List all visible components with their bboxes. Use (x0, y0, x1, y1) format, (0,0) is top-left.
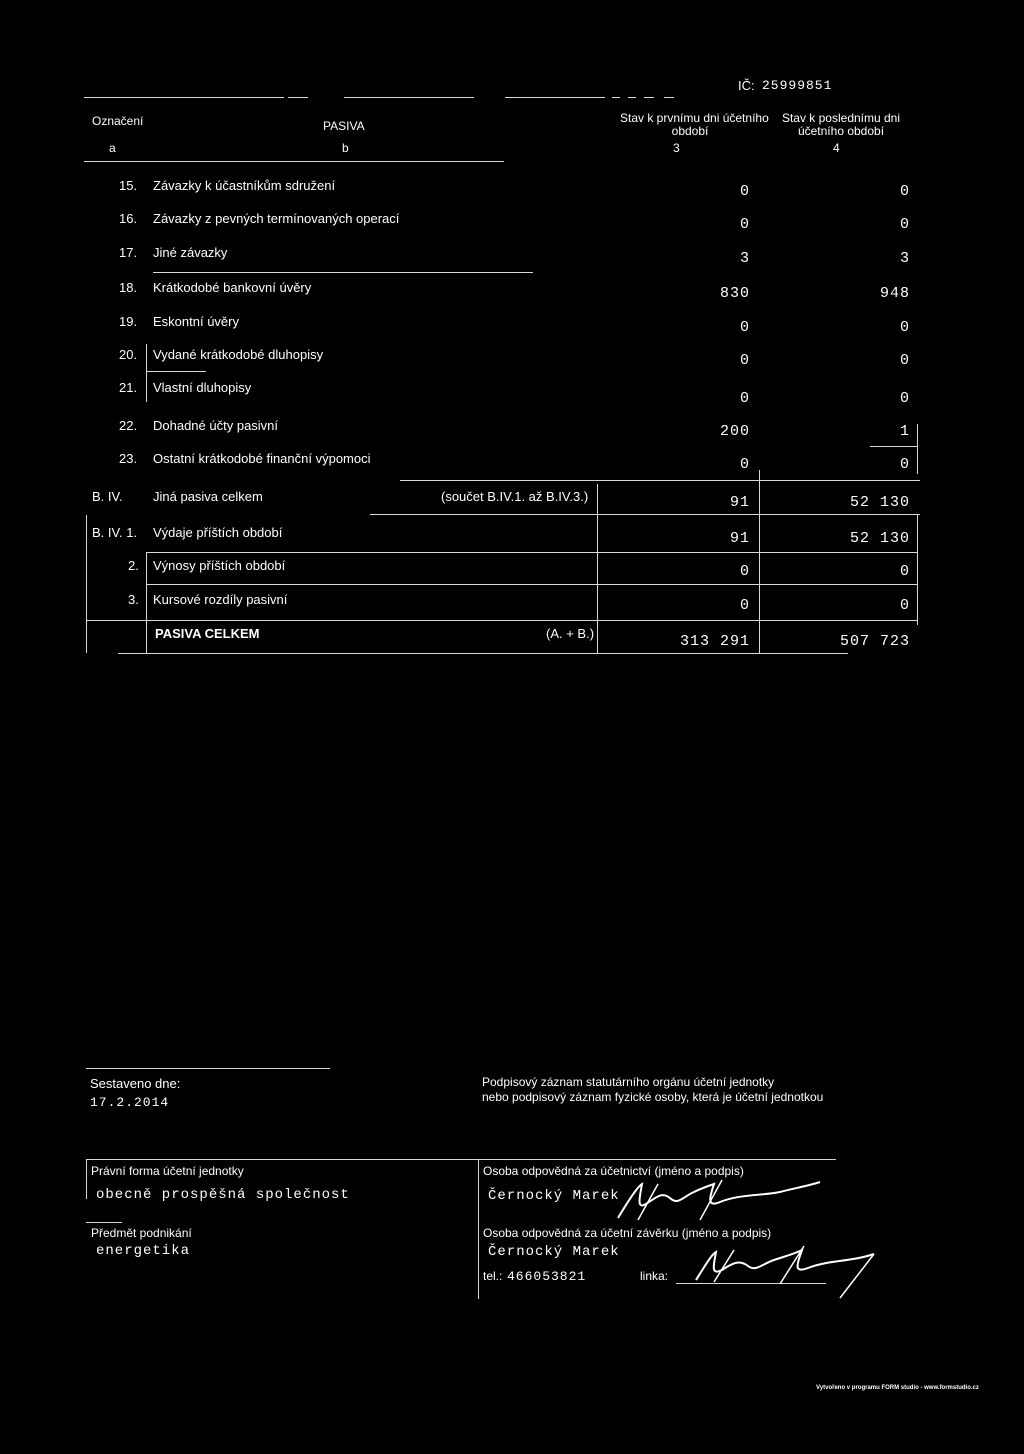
row-code: 23. (119, 451, 138, 466)
row-value-last: 0 (899, 563, 910, 580)
row-code: 3. (128, 592, 139, 607)
col-header-stav-prvni-line1: Stav k prvnímu dni účetního (620, 111, 769, 125)
row-value-first: 830 (719, 285, 750, 302)
linka-label: linka: (640, 1269, 669, 1283)
row-code: 19. (119, 314, 138, 329)
row-value-first: 0 (739, 390, 750, 407)
footer-box-rule (86, 1159, 836, 1160)
signature-ucetnictvi (610, 1178, 830, 1222)
row-code: 17. (119, 245, 138, 260)
row-value-last: 0 (899, 319, 910, 336)
row-rule (870, 446, 918, 447)
row-value-first: 200 (719, 423, 750, 440)
row-value-last-total: 507 723 (839, 633, 910, 650)
podpis-text-line1: Podpisový záznam statutárního orgánu účetní jednotky (482, 1075, 775, 1089)
row-value-last: 3 (899, 250, 910, 267)
row-label: Kursové rozdíly pasivní (153, 592, 288, 607)
row-value-last: 0 (899, 456, 910, 473)
row-label: Závazky z pevných termínovaných operací (153, 211, 400, 226)
top-rule-6 (628, 97, 636, 98)
row-value-last: 52 130 (849, 530, 910, 547)
row-label: Jiné závazky (153, 245, 228, 260)
row-code: 22. (119, 418, 138, 433)
program-credit: Vytvořeno v programu FORM studio - www.formstudio.cz (816, 1385, 979, 1391)
col-header-stav-posledni-line2: účetního období (797, 124, 885, 138)
col-header-pasiva: PASIVA (323, 119, 365, 133)
row-label: Výdaje příštích období (153, 525, 283, 540)
pravni-forma-value: obecně prospěšná společnost (96, 1187, 350, 1203)
pravni-forma-label: Právní forma účetní jednotky (91, 1164, 244, 1178)
row-rule (146, 552, 918, 553)
ucetnictvi-value: Černocký Marek (488, 1188, 620, 1204)
row-label: Vydané krátkodobé dluhopisy (153, 347, 324, 362)
col-sub-a: a (109, 141, 116, 155)
row-note: (součet B.IV.1. až B.IV.3.) (441, 489, 589, 504)
row-code: 2. (128, 558, 139, 573)
row-value-last: 0 (899, 216, 910, 233)
row-rule (153, 272, 533, 273)
row-code: 18. (119, 280, 138, 295)
col-sub-3: 3 (673, 141, 680, 155)
row-divider (917, 424, 918, 474)
podpis-text-line2: nebo podpisový záznam fyzické osoby, která je účetní jednotkou (482, 1090, 824, 1104)
top-rule-1 (84, 97, 284, 98)
tel-label: tel.: (483, 1269, 503, 1283)
row-value-first: 0 (739, 183, 750, 200)
row-value-first: 0 (739, 319, 750, 336)
row-value-last: 52 130 (849, 494, 910, 511)
sestaveno-label: Sestaveno dne: (90, 1076, 181, 1091)
row-value-first: 0 (739, 563, 750, 580)
table-right-border (917, 515, 918, 625)
row-label: Jiná pasiva celkem (153, 489, 263, 504)
ic-value: 25999851 (762, 78, 833, 93)
table-left-border (86, 515, 87, 653)
row-value-last: 0 (899, 597, 910, 614)
row-code: B. IV. (92, 489, 123, 504)
row-value-last: 0 (899, 183, 910, 200)
row-label-total: PASIVA CELKEM (155, 626, 260, 641)
col-sub-4: 4 (833, 141, 840, 155)
zaverka-value: Černocký Marek (488, 1244, 620, 1260)
tel-value: 466053821 (507, 1269, 587, 1284)
row-value-last: 948 (879, 285, 910, 302)
row-value-last: 0 (899, 390, 910, 407)
row-rule (370, 514, 920, 515)
column-divider-1 (597, 484, 598, 654)
row-value-first: 91 (729, 530, 750, 547)
row-value-first-total: 313 291 (679, 633, 750, 650)
row-code: 16. (119, 211, 138, 226)
col-header-oznaceni: Označení (92, 114, 144, 128)
col-header-stav-prvni-line2: období (671, 124, 709, 138)
row-label: Dohadné účty pasivní (153, 418, 279, 433)
row-label: Vlastní dluhopisy (153, 380, 252, 395)
row-value-first: 0 (739, 597, 750, 614)
ic-label: IČ: (738, 78, 755, 93)
col-header-stav-posledni-line1: Stav k poslednímu dni (781, 111, 901, 125)
ucetnictvi-label: Osoba odpovědná za účetnictví (jméno a podpis) (483, 1164, 744, 1178)
row-divider (146, 344, 147, 402)
predmet-label: Předmět podnikání (91, 1226, 192, 1240)
top-rule-3 (344, 97, 474, 98)
row-value-first: 91 (729, 494, 750, 511)
row-rule (400, 480, 920, 481)
row-value-first: 0 (739, 456, 750, 473)
sestaveno-value: 17.2.2014 (90, 1095, 170, 1110)
row-divider (146, 552, 147, 654)
row-label: Krátkodobé bankovní úvěry (153, 280, 312, 295)
top-rule-2 (288, 97, 308, 98)
col-sub-b: b (342, 141, 349, 155)
row-code: B. IV. 1. (92, 525, 138, 540)
row-value-first: 3 (739, 250, 750, 267)
row-note: (A. + B.) (546, 626, 595, 641)
top-rule-4 (505, 97, 605, 98)
row-code: 15. (119, 178, 138, 193)
footer-box-middle (478, 1159, 479, 1299)
row-rule (146, 584, 918, 585)
footer-top-rule (86, 1068, 330, 1069)
row-label: Výnosy příštích období (153, 558, 286, 573)
predmet-value: energetika (96, 1243, 191, 1259)
top-rule-7 (644, 97, 654, 98)
row-label: Ostatní krátkodobé finanční výpomoci (153, 451, 371, 466)
row-rule (146, 371, 206, 372)
footer-box-left (86, 1159, 87, 1199)
table-bottom-rule (118, 653, 848, 654)
row-code: 21. (119, 380, 138, 395)
row-value-first: 0 (739, 352, 750, 369)
row-value-last: 0 (899, 352, 910, 369)
row-value-last: 1 (899, 423, 910, 440)
signature-zaverka (690, 1244, 890, 1300)
top-rule-5 (612, 97, 620, 98)
column-divider-2 (759, 470, 760, 654)
header-bottom-rule (84, 161, 504, 162)
top-rule-8 (664, 97, 674, 98)
row-label: Eskontní úvěry (153, 314, 239, 329)
zaverka-label: Osoba odpovědná za účetní závěrku (jméno a podpis) (483, 1226, 772, 1240)
predmet-rule (86, 1222, 122, 1223)
row-label: Závazky k účastníkům sdružení (153, 178, 336, 193)
row-value-first: 0 (739, 216, 750, 233)
row-code: 20. (119, 347, 138, 362)
row-rule (86, 620, 918, 621)
